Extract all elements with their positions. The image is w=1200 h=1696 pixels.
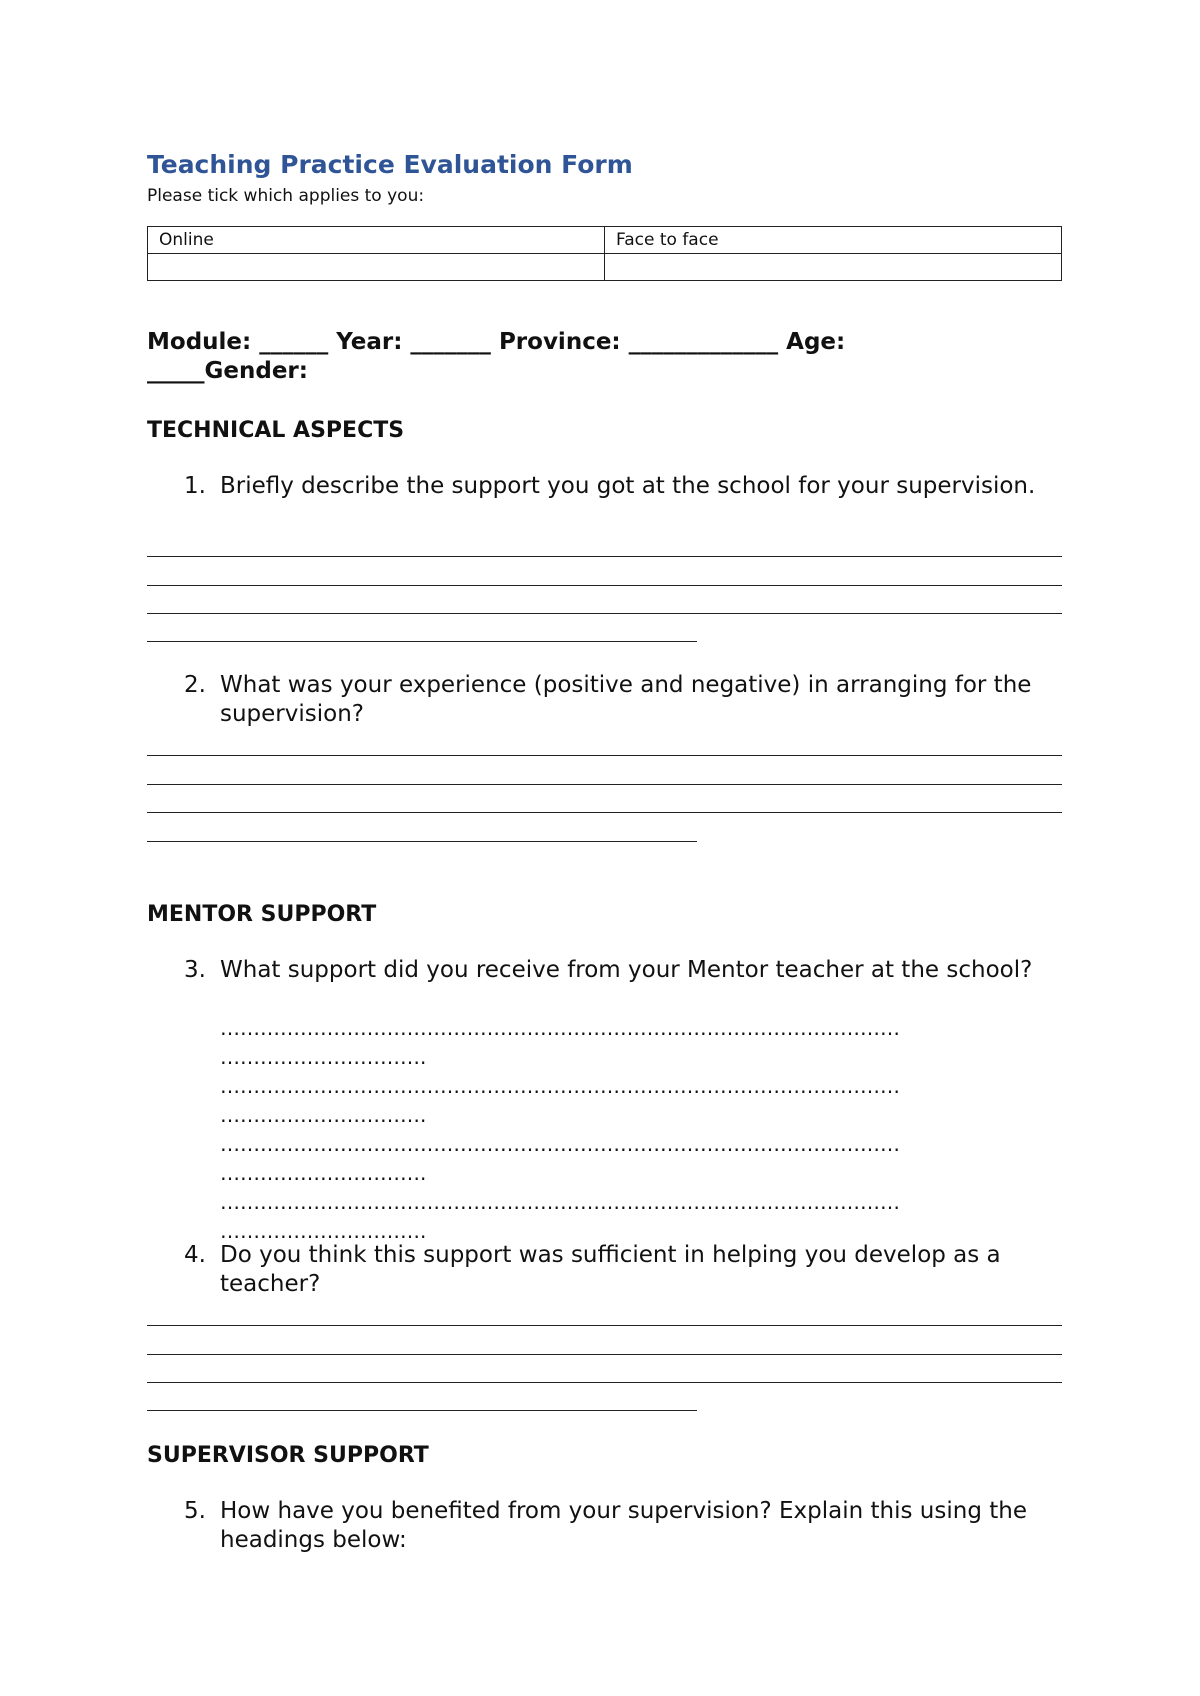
online-header: Online [148,227,605,254]
answer-line[interactable] [147,1410,697,1411]
face-to-face-header: Face to face [605,227,1062,254]
details-line-2: _____Gender: [147,358,308,384]
answer-line[interactable] [147,556,1062,557]
answer-line[interactable] [147,641,697,642]
dotted-answer-line[interactable]: …………………………. [220,1045,427,1069]
question-3 [184,956,1064,985]
question-2-text: What was your experience (positive and negative) in arranging for the supervision? [220,672,1032,727]
answer-line[interactable] [147,1325,1062,1326]
dotted-answer-line[interactable]: …………………………. [220,1219,427,1243]
dotted-answer-line[interactable]: …………………………. [220,1103,427,1127]
question-5-text: How have you benefited from your supervision? Explain this using the headings below: [220,1498,1027,1553]
form-instruction: Please tick which applies to you: [147,186,425,206]
section-technical-aspects: TECHNICAL ASPECTS [147,418,405,443]
section-mentor-support: MENTOR SUPPORT [147,902,377,927]
form-title: Teaching Practice Evaluation Form [147,150,633,179]
answer-line[interactable] [147,1382,1062,1383]
online-tick-cell[interactable] [148,254,605,281]
question-3-number: 3. [184,957,206,983]
dotted-answer-line[interactable]: ………………………………………………………………………………………… [220,1190,900,1214]
face-to-face-tick-cell[interactable] [605,254,1062,281]
question-1 [184,472,1064,501]
question-4-text: Do you think this support was sufficient in helping you develop as a teacher? [220,1242,1001,1297]
answer-line[interactable] [147,1354,1062,1355]
answer-line[interactable] [147,784,1062,785]
answer-line[interactable] [147,585,1062,586]
student-details-fields[interactable] [147,328,1062,386]
answer-line[interactable] [147,613,1062,614]
question-2-number: 2. [184,672,206,698]
dotted-answer-line[interactable]: ………………………………………………………………………………………… [220,1016,900,1040]
question-4-number: 4. [184,1242,206,1268]
answer-line[interactable] [147,812,1062,813]
delivery-mode-table [147,226,1062,281]
question-2 [184,671,1064,729]
question-5-number: 5. [184,1498,206,1524]
question-1-number: 1. [184,473,206,499]
dotted-answer-line[interactable]: ………………………………………………………………………………………… [220,1074,900,1098]
details-line-1: Module: ______ Year: _______ Province: _____________ Age: [147,329,846,355]
section-supervisor-support: SUPERVISOR SUPPORT [147,1443,429,1468]
dotted-answer-line[interactable]: ………………………………………………………………………………………… [220,1132,900,1156]
question-3-text: What support did you receive from your Mentor teacher at the school? [220,957,1033,983]
question-1-text: Briefly describe the support you got at the school for your supervision. [220,473,1036,499]
answer-line[interactable] [147,755,1062,756]
question-5 [184,1497,1064,1555]
answer-line[interactable] [147,841,697,842]
dotted-answer-line[interactable]: …………………………. [220,1161,427,1185]
question-4 [184,1241,1064,1299]
